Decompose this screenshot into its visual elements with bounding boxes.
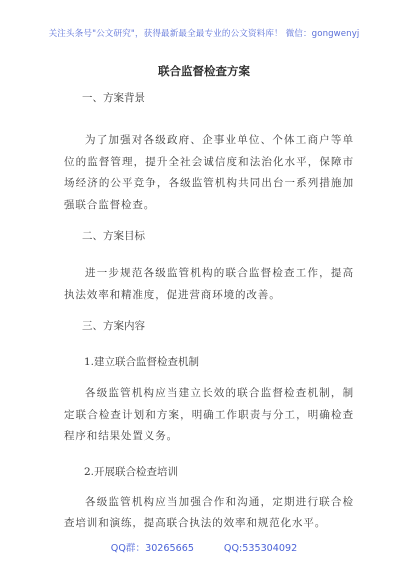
subsection-heading-mechanism: 1.建立联合监督检查机制 bbox=[84, 356, 200, 368]
section-paragraph-goal: 进一步规范各级监管机构的联合监督检查工作，提高执法效率和精准度，促进营商环境的改善。 bbox=[64, 267, 354, 301]
subsection-paragraph-training: 各级监管机构应当加强合作和沟通，定期进行联合检查培训和演练，提高联合执法的效率和规范化水平。 bbox=[64, 495, 354, 529]
document-body bbox=[64, 84, 354, 535]
footer-qq-group: QQ群：30265665 bbox=[110, 543, 194, 554]
section-heading-content: 三、方案内容 bbox=[82, 320, 145, 332]
header-banner: 关注头条号"公文研究"，获得最新最全最专业的公文资料库！ 微信：gongwenyj bbox=[48, 29, 360, 39]
footer-contact bbox=[0, 540, 408, 554]
section-heading-goal: 二、方案目标 bbox=[82, 230, 145, 242]
section-paragraph-background: 为了加强对各级政府、企事业单位、个体工商户等单位的监督管理，提升全社会诚信度和法治化水平，保障市场经济的公平竞争，各级监管机构共同出台一系列措施加强联合监督检查。 bbox=[64, 134, 354, 211]
section-heading-background: 一、方案背景 bbox=[82, 92, 145, 104]
document-title: 联合监督检查方案 bbox=[158, 64, 250, 78]
footer-qq: QQ:535304092 bbox=[223, 543, 298, 554]
subsection-heading-training: 2.开展联合检查培训 bbox=[84, 465, 179, 478]
subsection-paragraph-mechanism: 各级监管机构应当建立长效的联合监督检查机制，制定联合检查计划和方案，明确工作职责与分工，明确检查程序和结果处置义务。 bbox=[64, 387, 354, 442]
